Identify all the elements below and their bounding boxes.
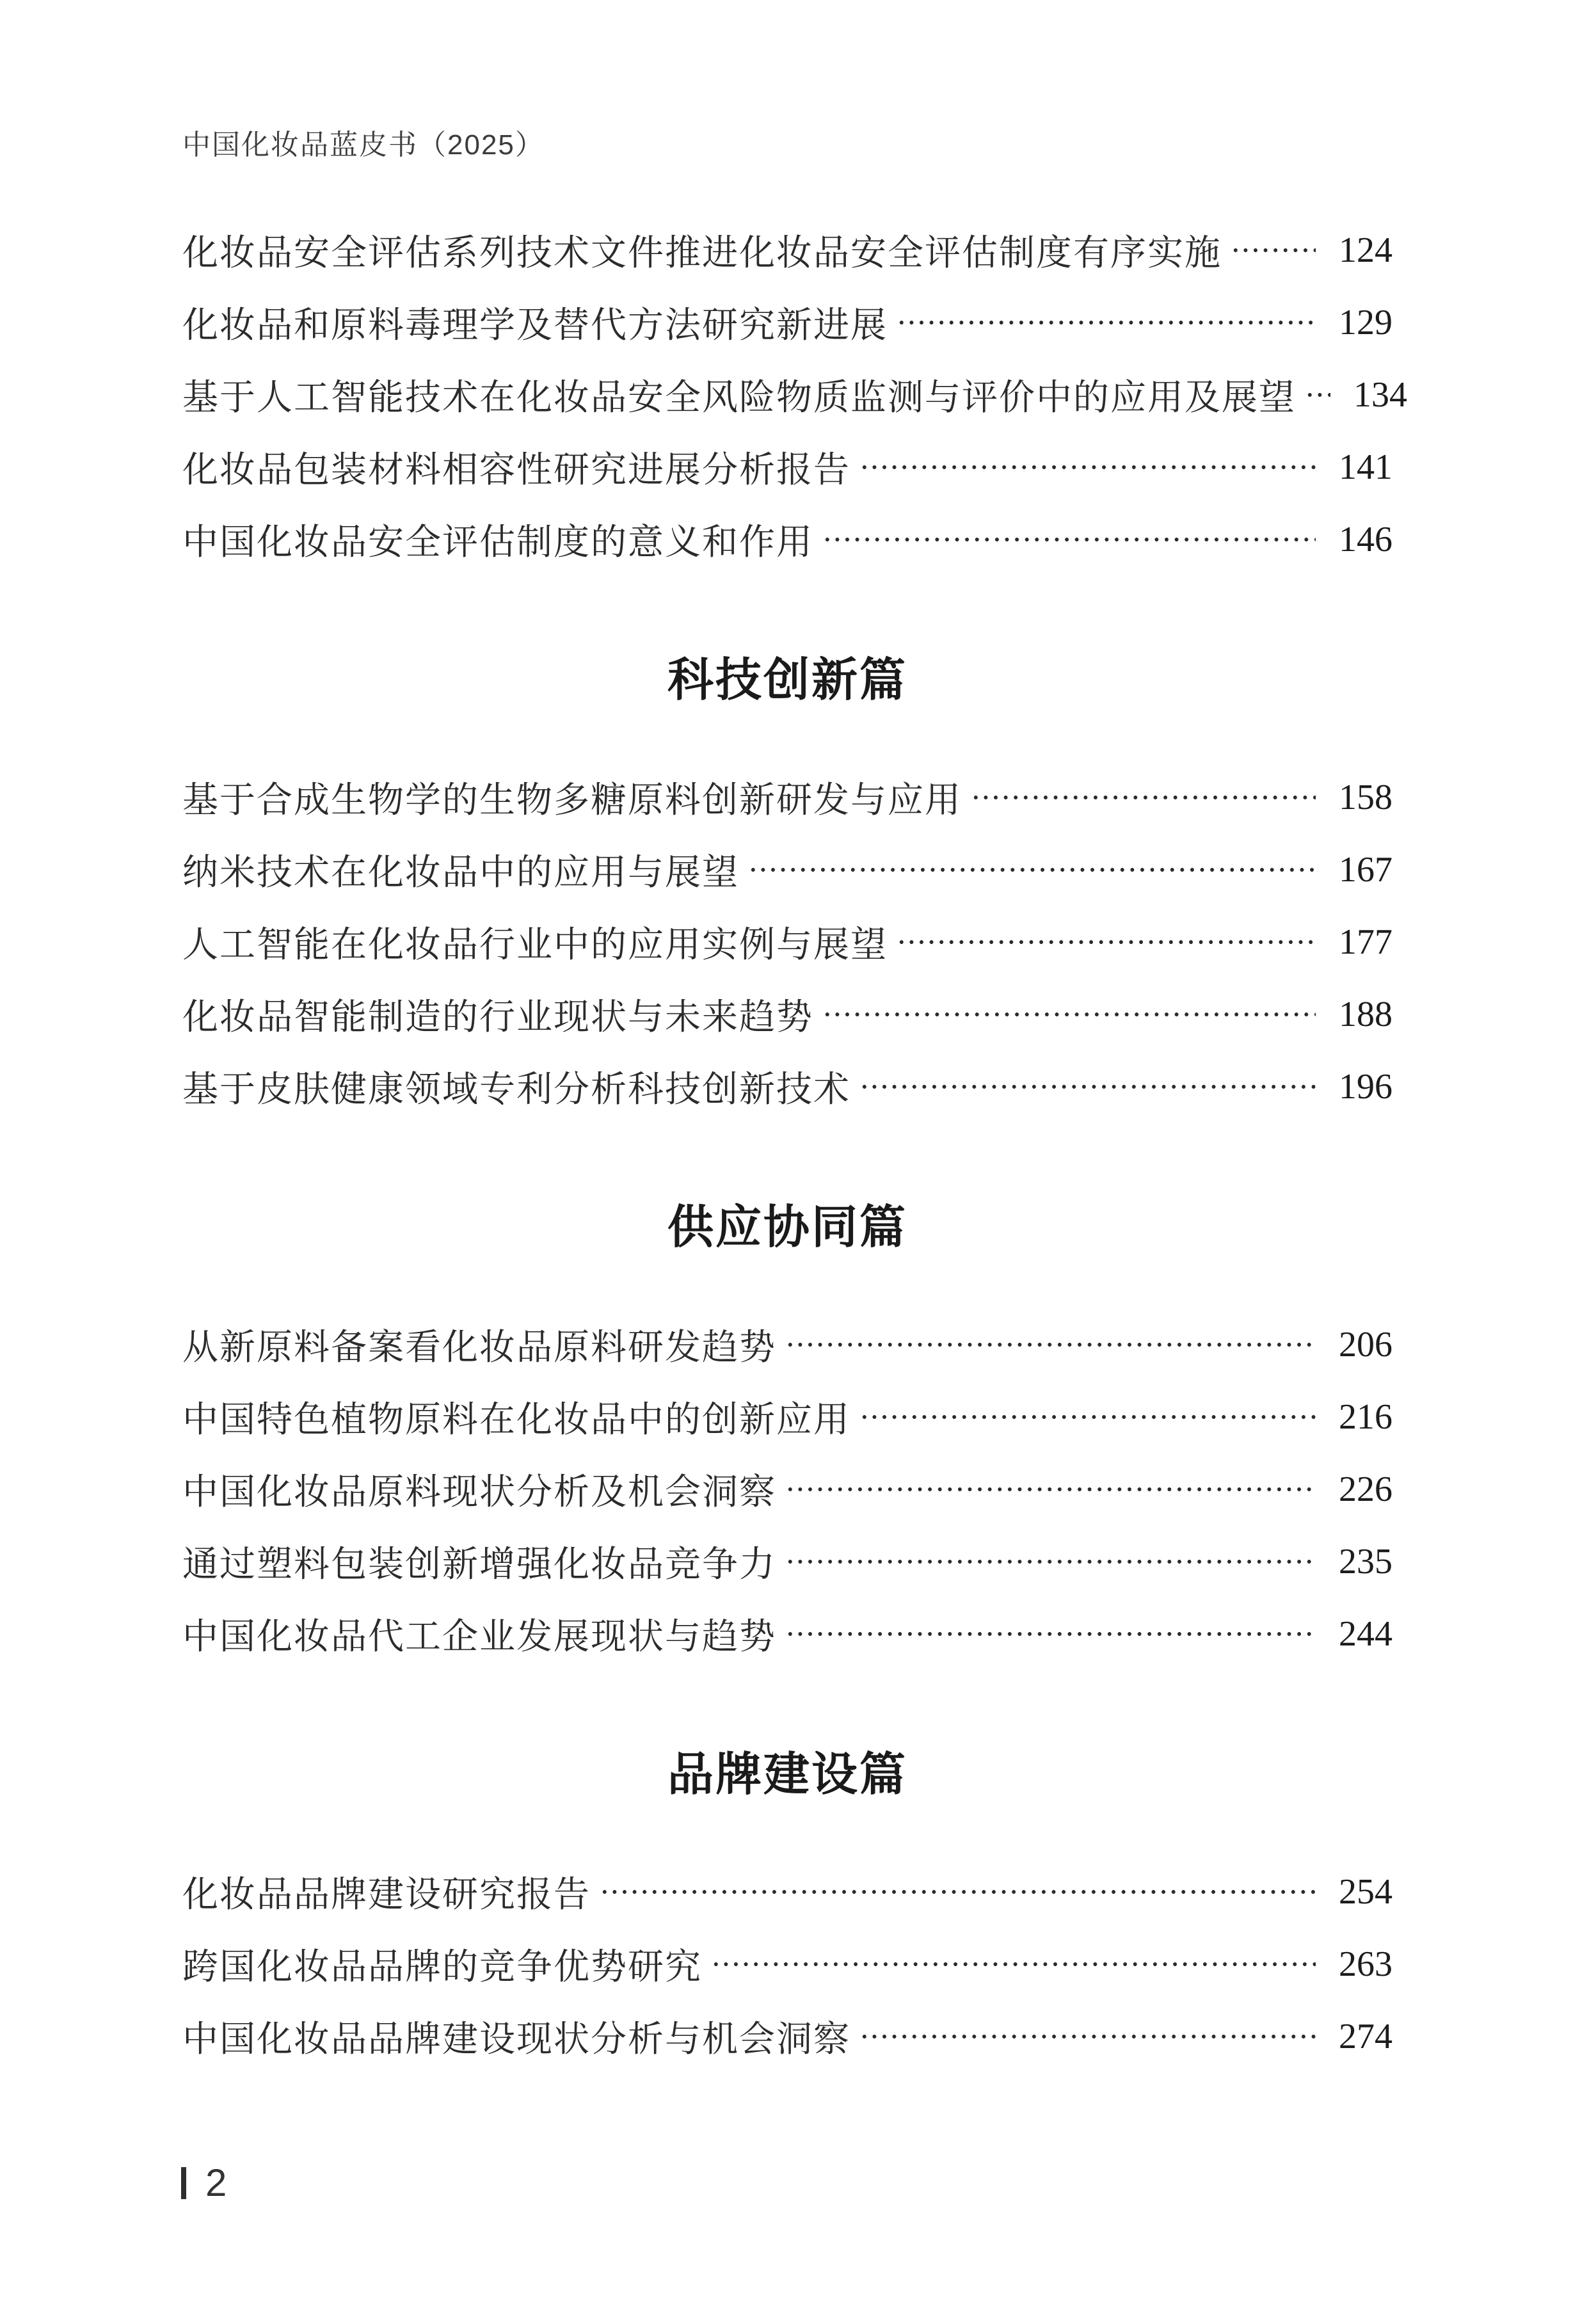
- toc-entry: [182, 1525, 1393, 1597]
- dot-leader: [600, 1855, 1316, 1928]
- toc-entry-page: 196: [1339, 1066, 1393, 1107]
- toc-entry: [182, 1308, 1393, 1381]
- toc-entry-page: 158: [1339, 777, 1393, 817]
- toc-entry-title: 基于皮肤健康领域专利分析科技创新技术: [182, 1068, 850, 1109]
- toc-entry-title: 纳米技术在化妆品中的应用与展望: [182, 851, 739, 892]
- toc-entry-title: 从新原料备案看化妆品原料研发趋势: [182, 1326, 776, 1367]
- toc-entry-title: 化妆品品牌建设研究报告: [182, 1873, 591, 1914]
- toc-entry-title: 基于合成生物学的生物多糖原料创新研发与应用: [182, 779, 962, 820]
- toc-entry-title: 通过塑料包装创新增强化妆品竞争力: [182, 1543, 776, 1584]
- toc-entry-page: 274: [1339, 2016, 1393, 2056]
- dot-leader: [785, 1308, 1316, 1381]
- toc-entry-title: 基于人工智能技术在化妆品安全风险物质监测与评价中的应用及展望: [182, 376, 1296, 417]
- toc-entry-title: 中国化妆品品牌建设现状分析与机会洞察: [182, 2018, 850, 2059]
- toc-entry-page: 134: [1353, 374, 1407, 415]
- toc-entry-title: 化妆品安全评估系列技术文件推进化妆品安全评估制度有序实施: [182, 232, 1222, 273]
- folio-divider-bar: [181, 2167, 186, 2199]
- dot-leader: [785, 1453, 1316, 1525]
- toc-entry-page: 254: [1339, 1871, 1393, 1912]
- toc-entry-page: 216: [1339, 1397, 1393, 1437]
- toc-entry-page: 188: [1339, 994, 1393, 1034]
- toc-entry-page: 235: [1339, 1541, 1393, 1581]
- table-of-contents: [182, 214, 1407, 2072]
- dot-leader: [1231, 214, 1316, 286]
- toc-entry-page: 177: [1339, 922, 1393, 962]
- section-heading-brand-building: 品牌建设篇: [667, 1749, 907, 1800]
- folio-page-number: 2: [205, 2161, 227, 2204]
- dot-leader: [897, 906, 1316, 978]
- toc-entry: [182, 1597, 1393, 1670]
- toc-entry-title: 中国化妆品原料现状分析及机会洞察: [182, 1471, 776, 1512]
- toc-entry-page: 146: [1339, 519, 1393, 559]
- toc-entry-page: 226: [1339, 1469, 1393, 1509]
- dot-leader: [897, 286, 1316, 358]
- toc-entry-page: 129: [1339, 302, 1393, 342]
- toc-entry: [182, 431, 1393, 503]
- dot-leader: [711, 1928, 1316, 2000]
- toc-entry: [182, 1453, 1393, 1525]
- dot-leader: [1305, 358, 1330, 431]
- toc-entry-title: 化妆品和原料毒理学及替代方法研究新进展: [182, 304, 888, 345]
- toc-entry-page: 167: [1339, 849, 1393, 890]
- toc-entry-page: 244: [1339, 1613, 1393, 1654]
- dot-leader: [859, 431, 1316, 503]
- toc-entry-page: 124: [1339, 230, 1393, 270]
- toc-entry-title: 中国特色植物原料在化妆品中的创新应用: [182, 1398, 850, 1439]
- toc-entry: [182, 833, 1393, 906]
- toc-entry-title: 化妆品智能制造的行业现状与未来趋势: [182, 996, 813, 1037]
- dot-leader: [859, 1050, 1316, 1123]
- dot-leader: [971, 761, 1316, 833]
- toc-entry: [182, 1928, 1393, 2000]
- running-head: 中国化妆品蓝皮书（2025）: [182, 129, 545, 161]
- toc-entry: [182, 1381, 1393, 1453]
- dot-leader: [785, 1597, 1316, 1670]
- toc-entry: [182, 1050, 1393, 1123]
- toc-entry: [182, 286, 1393, 358]
- section-heading-tech-innovation: 科技创新篇: [667, 654, 907, 706]
- dot-leader: [822, 978, 1316, 1050]
- toc-entry-title: 化妆品包装材料相容性研究进展分析报告: [182, 449, 850, 490]
- toc-entry-page: 206: [1339, 1324, 1393, 1365]
- dot-leader: [748, 833, 1316, 906]
- toc-entry-page: 263: [1339, 1944, 1393, 1984]
- dot-leader: [822, 503, 1316, 575]
- toc-entry-title: 人工智能在化妆品行业中的应用实例与展望: [182, 924, 888, 965]
- page-folio: [181, 2161, 227, 2204]
- toc-entry: [182, 1855, 1393, 1928]
- toc-entry: [182, 358, 1407, 431]
- toc-entry-title: 中国化妆品安全评估制度的意义和作用: [182, 521, 813, 562]
- dot-leader: [859, 1381, 1316, 1453]
- toc-entry: [182, 2000, 1393, 2072]
- dot-leader: [785, 1525, 1316, 1597]
- toc-entry: [182, 978, 1393, 1050]
- dot-leader: [859, 2000, 1316, 2072]
- section-heading-supply-synergy: 供应协同篇: [667, 1201, 907, 1253]
- toc-entry-title: 跨国化妆品品牌的竞争优势研究: [182, 1946, 702, 1987]
- toc-entry-title: 中国化妆品代工企业发展现状与趋势: [182, 1615, 776, 1656]
- toc-entry: [182, 503, 1393, 575]
- toc-entry: [182, 214, 1393, 286]
- toc-entry: [182, 761, 1393, 833]
- toc-entry: [182, 906, 1393, 978]
- toc-entry-page: 141: [1339, 447, 1393, 487]
